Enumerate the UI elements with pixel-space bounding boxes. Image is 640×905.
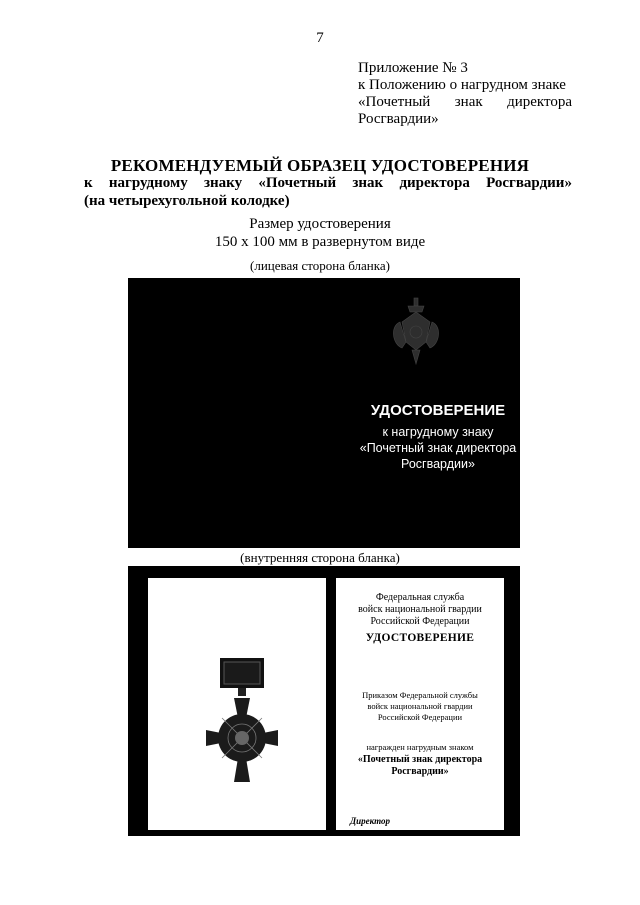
front-caption: (лицевая сторона бланка) [250, 258, 390, 273]
order-line-3: Российской Федерации [377, 712, 463, 722]
front-title: УДОСТОВЕРЕНИЕ [370, 402, 506, 419]
service-line-3: Российской Федерации [370, 616, 470, 627]
subtitle-word: к [84, 175, 93, 191]
document-subtitle [84, 175, 572, 192]
document-title: РЕКОМЕНДУЕМЫЙ ОБРАЗЕЦ УДОСТОВЕРЕНИЯ [110, 156, 530, 175]
subtitle-word: директора [399, 175, 470, 191]
appendix-word: «Почетный [358, 94, 431, 110]
awarded-text: награжден нагрудным знаком [366, 742, 474, 752]
service-name [336, 592, 504, 628]
medal-icon [202, 658, 282, 788]
order-line-2: войск национальной гвардии [367, 701, 473, 711]
inner-left-page [148, 578, 326, 830]
appendix-line-2: к Положению о нагрудном знаке [358, 77, 566, 93]
page-number: 7 [316, 30, 324, 46]
service-line-1: Федеральная служба [375, 592, 465, 603]
front-line-3: Росгвардии» [401, 457, 475, 471]
service-line-2: войск национальной гвардии [358, 604, 482, 615]
appendix-line-3 [358, 94, 572, 111]
front-subtitle [318, 424, 558, 472]
appendix-word: знак [454, 94, 483, 110]
front-line-2: «Почетный знак директора [359, 441, 517, 455]
subtitle-word: Росгвардии» [486, 175, 572, 191]
appendix-line-1: Приложение № 3 [358, 60, 468, 76]
badge-name [336, 754, 504, 778]
certificate-front [128, 278, 520, 548]
badge-line-2: Росгвардии» [391, 766, 449, 777]
certificate-inner [128, 566, 520, 836]
appendix-block [358, 60, 572, 128]
subtitle-word: «Почетный [258, 175, 337, 191]
inner-right-page [336, 578, 504, 830]
inner-title: УДОСТОВЕРЕНИЕ [365, 632, 475, 644]
appendix-word: директора [507, 94, 572, 110]
subtitle-word: знак [352, 175, 384, 191]
size-line-1: Размер удостоверения [249, 216, 391, 232]
inner-caption: (внутренняя сторона бланка) [240, 550, 400, 565]
appendix-line-4: Росгвардии» [358, 111, 439, 127]
front-line-1: к нагрудному знаку [382, 425, 494, 439]
subtitle-word: знаку [203, 175, 243, 191]
document-subtitle-2: (на четырехугольной колодке) [84, 193, 290, 209]
subtitle-word: нагрудному [108, 175, 188, 191]
director-signature-label: Директор [350, 816, 390, 826]
size-line-2: 150 х 100 мм в развернутом виде [214, 234, 426, 250]
badge-line-1: «Почетный знак директора [357, 754, 483, 765]
order-line-1: Приказом Федеральной службы [362, 690, 478, 700]
order-text [336, 690, 504, 723]
rosgvardia-emblem-icon [386, 296, 446, 374]
